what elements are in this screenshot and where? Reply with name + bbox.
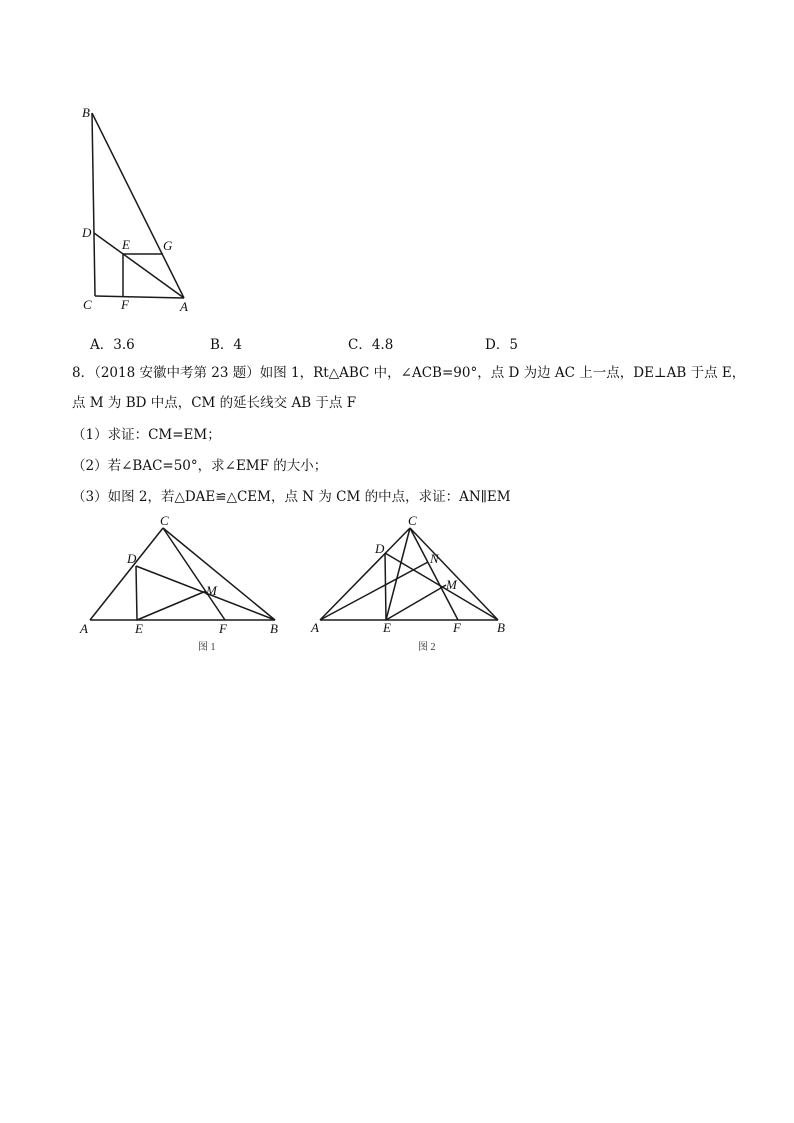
segment-CB [163,528,275,620]
label-N: N [430,551,439,566]
label-E: E [383,620,391,635]
label-C: C [160,513,169,528]
figure-2-caption: 图 2 [418,642,436,653]
q8-part1: （1）求证：CM=EM； [72,427,221,443]
label-F: F [219,621,227,636]
segment-BA [92,113,184,298]
segment-DE [385,553,386,620]
q8-part3: （3）如图 2，若△DAE≌△CEM，点 N 为 CM 的中点，求证：AN∥EM [72,489,511,505]
label-E: E [135,621,143,636]
segment-AC [320,528,410,620]
label-D: D [375,541,385,556]
choice-d: D．5 [485,337,518,353]
figure-2 [308,515,518,660]
label-M: M [206,583,217,598]
segment-AC [90,528,163,620]
segment-CB [410,528,498,620]
q8-statement-line1: 8．（2018 安徽中考第 23 题）如图 1，Rt△ABC 中，∠ACB=90°，点 D 为边 AC 上一点，DE⊥AB 于点 E， [72,365,746,381]
segment-DE [136,566,137,620]
q7-choices [90,333,690,351]
label-C: C [83,297,92,312]
segment-EM [386,585,446,620]
label-A: A [80,621,88,636]
label-G: G [163,238,173,253]
figure-1-caption: 图 1 [198,642,216,653]
label-M: M [446,577,457,592]
label-A: A [180,299,188,314]
label-A: A [311,620,319,635]
label-F: F [121,297,129,312]
q8-part2: （2）若∠BAC=50°，求∠EMF 的大小； [72,458,328,474]
segment-EM [137,591,206,620]
label-B: B [497,620,505,635]
label-E: E [122,237,130,252]
choice-a: A．3.6 [90,337,135,353]
q7-figure [80,105,200,315]
label-F: F [453,620,461,635]
figure-1 [80,515,290,660]
segment-AN [320,562,428,620]
segment-CA [95,296,184,298]
segment-CF [410,528,458,620]
choice-c: C．4.8 [348,337,394,353]
label-B: B [270,621,278,636]
segment-BC [92,113,95,296]
label-B: B [82,105,90,120]
choice-b: B．4 [210,337,243,353]
label-D: D [82,225,92,240]
segment-CF [163,528,225,620]
q8-statement-line2: 点 M 为 BD 中点，CM 的延长线交 AB 于点 F [72,395,357,411]
label-C: C [408,513,417,528]
label-D: D [127,551,137,566]
